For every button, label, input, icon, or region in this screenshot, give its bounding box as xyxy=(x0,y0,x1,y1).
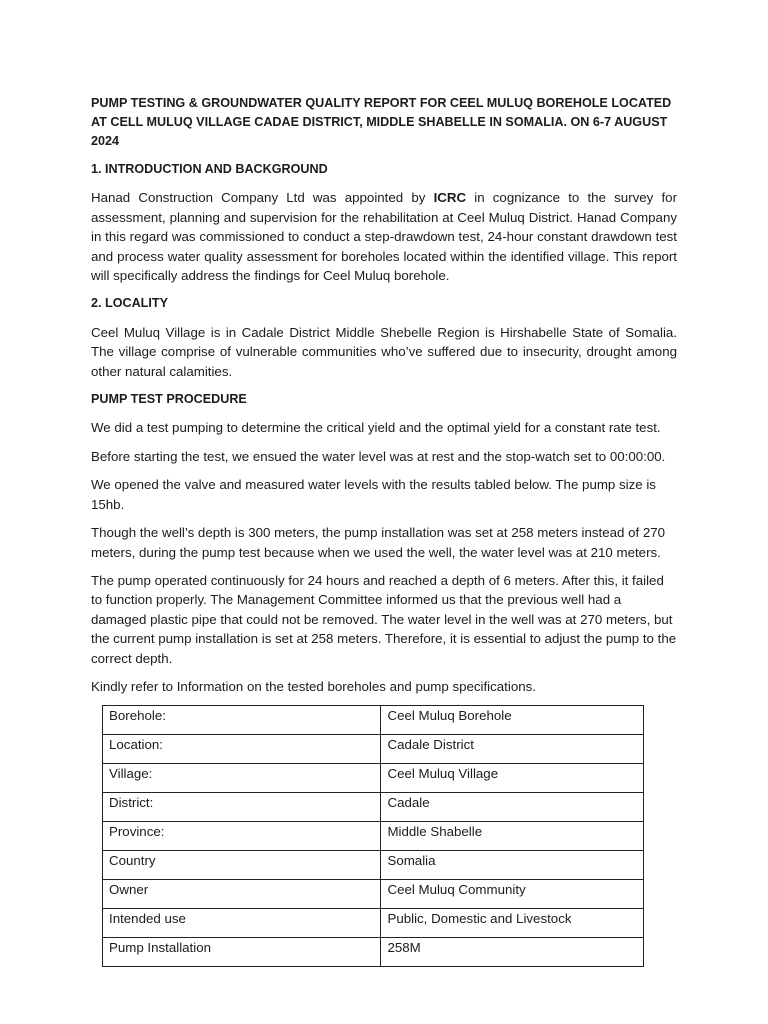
row-label: Province: xyxy=(103,822,381,851)
procedure-paragraph: Before starting the test, we ensued the water level was at rest and the stop-watch set to 00:00:00. xyxy=(91,448,666,464)
row-value: Cadale xyxy=(381,793,644,822)
row-label: Pump Installation xyxy=(103,938,381,967)
table-row xyxy=(103,909,644,938)
procedure-paragraph: We did a test pumping to determine the critical yield and the optimal yield for a constant rate test. xyxy=(91,420,661,436)
icrc-bold-text: ICRC xyxy=(433,190,467,206)
row-label: Village: xyxy=(103,764,381,793)
row-label: Owner xyxy=(103,880,381,909)
row-value: Ceel Muluq Borehole xyxy=(381,706,644,735)
row-label: Location: xyxy=(103,735,381,764)
borehole-info-table xyxy=(102,705,644,967)
table-row xyxy=(103,706,644,735)
row-value: Cadale District xyxy=(381,735,644,764)
table-row xyxy=(103,735,644,764)
row-value: Middle Shabelle xyxy=(381,822,644,851)
row-label: Country xyxy=(103,851,381,880)
procedure-paragraph: We opened the valve and measured water levels with the results tabled below. The pump size is 15hb. xyxy=(91,477,656,512)
table-row xyxy=(103,793,644,822)
row-value: Ceel Muluq Village xyxy=(381,764,644,793)
procedure-paragraph: Though the well’s depth is 300 meters, the pump installation was set at 258 meters instead of 270 meters, during the pump test because when we used the well, the water level was at 210 meters. xyxy=(91,525,666,560)
intro-text-start: Hanad Construction Company Ltd was appointed by xyxy=(91,190,434,206)
intro-text-end: in cognizance to the survey for assessment, planning and supervision for the rehabilitation at Ceel Muluq District. Hanad Company in this regard was commissioned to conduct a step-drawdown test, 24-hour constant drawdown test and process water quality assessment for boreholes located within the identified village. This report will specifically address the findings for Ceel Muluq borehole. xyxy=(91,190,678,284)
table-row xyxy=(103,822,644,851)
procedure-paragraph: The pump operated continuously for 24 hours and reached a depth of 6 meters. After this, it failed to function properly. The Management Committee informed us that the previous well had a damaged plastic pipe that could not be removed. The water level in the well was at 270 meters, but the current pump installation is set at 258 meters. Therefore, it is essential to adjust the pump to the correct depth. xyxy=(91,572,677,666)
locality-paragraph: Ceel Muluq Village is in Cadale District Middle Shebelle Region is Hirshabelle State of Somalia. The village comprise of vulnerable communities who’ve suffered due to insecurity, drought among other natural calamities. xyxy=(91,324,677,379)
report-title: PUMP TESTING & GROUNDWATER QUALITY REPORT FOR CEEL MULUQ BOREHOLE LOCATED AT CELL MULUQ VILLAGE CADAE DISTRICT, MIDDLE SHABELLE IN SOMALIA. ON 6-7 AUGUST 2024 xyxy=(91,96,672,148)
table-row xyxy=(103,880,644,909)
intro-paragraph xyxy=(91,188,677,285)
intro-heading: 1. INTRODUCTION AND BACKGROUND xyxy=(91,162,328,176)
row-label: District: xyxy=(103,793,381,822)
row-value: Public, Domestic and Livestock xyxy=(381,909,644,938)
row-label: Borehole: xyxy=(103,706,381,735)
table-row xyxy=(103,851,644,880)
row-label: Intended use xyxy=(103,909,381,938)
procedure-heading: PUMP TEST PROCEDURE xyxy=(91,392,247,407)
table-row xyxy=(103,764,644,793)
procedure-paragraph: Kindly refer to Information on the tested boreholes and pump specifications. xyxy=(91,678,536,694)
locality-heading: 2. LOCALITY xyxy=(91,296,168,311)
row-value: Somalia xyxy=(381,851,644,880)
table-row xyxy=(103,938,644,967)
row-value: 258M xyxy=(381,938,644,967)
row-value: Ceel Muluq Community xyxy=(381,880,644,909)
